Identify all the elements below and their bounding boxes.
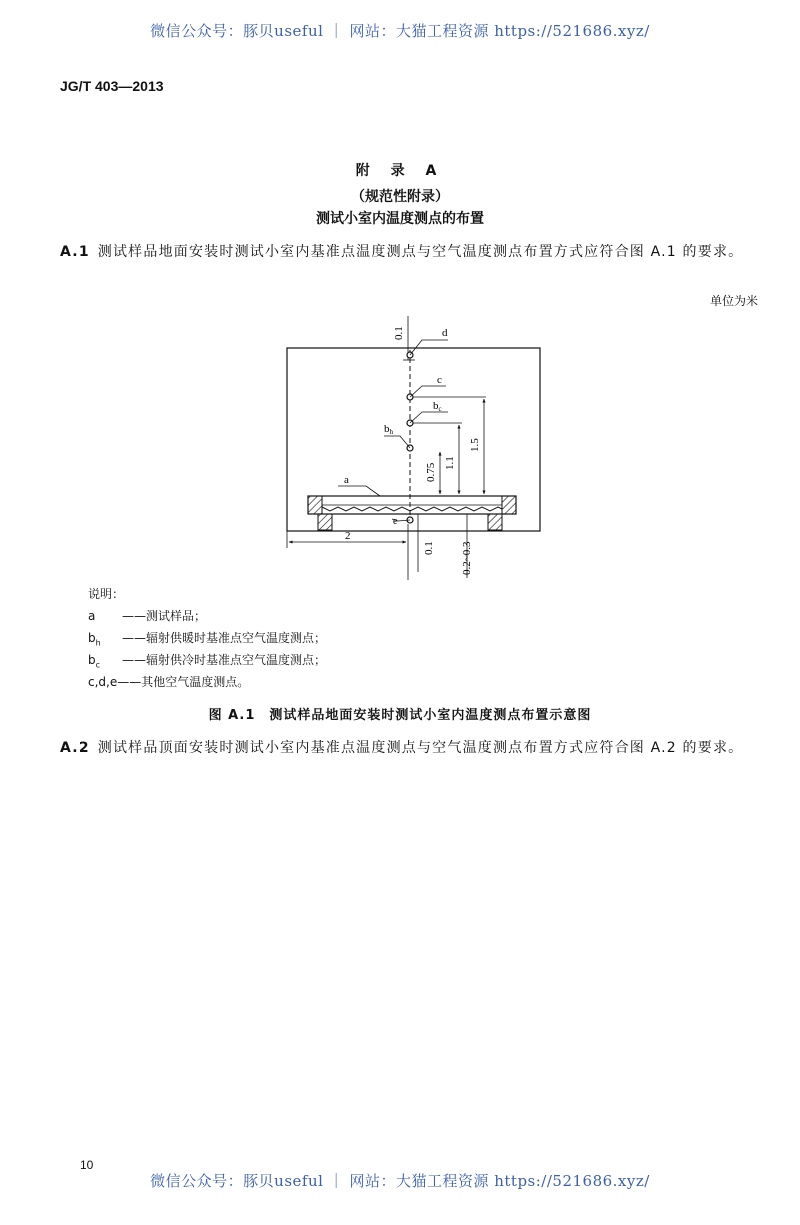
section-text: 测试样品地面安装时测试小室内基准点温度测点与空气温度测点布置方式应符合图 A.1 的要求。 xyxy=(97,244,744,260)
dim-15: 1.5 xyxy=(469,438,481,452)
appendix-subtitle: （规范性附录） xyxy=(351,189,449,205)
legend-text: ——辐射供暖时基准点空气温度测点； xyxy=(122,631,327,645)
label-bh: bh xyxy=(384,423,393,436)
unit-note: 单位为米 xyxy=(709,294,758,308)
watermark-top: 微信公众号：豚贝useful ｜ 网站：大猫工程资源 https://521686.xyz/ xyxy=(150,22,650,40)
dim-top-01: 0.1 xyxy=(393,326,405,340)
dim-width-2: 2 xyxy=(345,530,351,542)
legend-item xyxy=(88,649,326,671)
label-e: e xyxy=(393,516,398,527)
dim-gap: 0.2~0.3 xyxy=(461,541,473,575)
appendix-heading: 测试小室内温度测点的布置 xyxy=(316,211,484,227)
label-c: c xyxy=(437,374,442,386)
legend-item xyxy=(88,605,326,627)
legend-text: ——辐射供冷时基准点空气温度测点； xyxy=(122,653,327,667)
dim-bottom-01: 0.1 xyxy=(423,541,435,555)
legend-text: ——其他空气温度测点。 xyxy=(117,675,250,689)
section-number: A.2 xyxy=(60,740,90,756)
label-d: d xyxy=(442,327,448,339)
legend-title: 说明： xyxy=(88,587,125,601)
page-number: 10 xyxy=(80,1158,94,1172)
legend-key: $b_c$ xyxy=(88,653,101,670)
test-sample xyxy=(308,496,516,530)
label-bc: bc xyxy=(433,400,442,413)
figure-caption: 图 A.1 测试样品地面安装时测试小室内温度测点布置示意图 xyxy=(208,708,592,723)
section-number: A.1 xyxy=(60,244,90,260)
label-a: a xyxy=(344,474,349,486)
legend-key: a xyxy=(88,609,96,623)
watermark-bottom: 微信公众号：豚贝useful ｜ 网站：大猫工程资源 https://521686.xyz/ xyxy=(150,1172,650,1190)
legend-key: c,d,e xyxy=(88,675,118,689)
section-text: 测试样品顶面安装时测试小室内基准点温度测点与空气温度测点布置方式应符合图 A.2 的要求。 xyxy=(97,740,744,756)
standard-code: JG/T 403—2013 xyxy=(60,78,164,94)
legend-text: ——测试样品； xyxy=(122,609,207,623)
legend-item xyxy=(88,627,326,649)
legend-key: $b_h$ xyxy=(88,631,101,648)
appendix-title: 附 录 A xyxy=(355,163,445,179)
figure-legend xyxy=(88,583,326,693)
section-a2 xyxy=(60,736,760,760)
dim-11: 1.1 xyxy=(444,456,456,470)
legend-item xyxy=(88,671,326,693)
dim-075: 0.75 xyxy=(425,462,437,482)
